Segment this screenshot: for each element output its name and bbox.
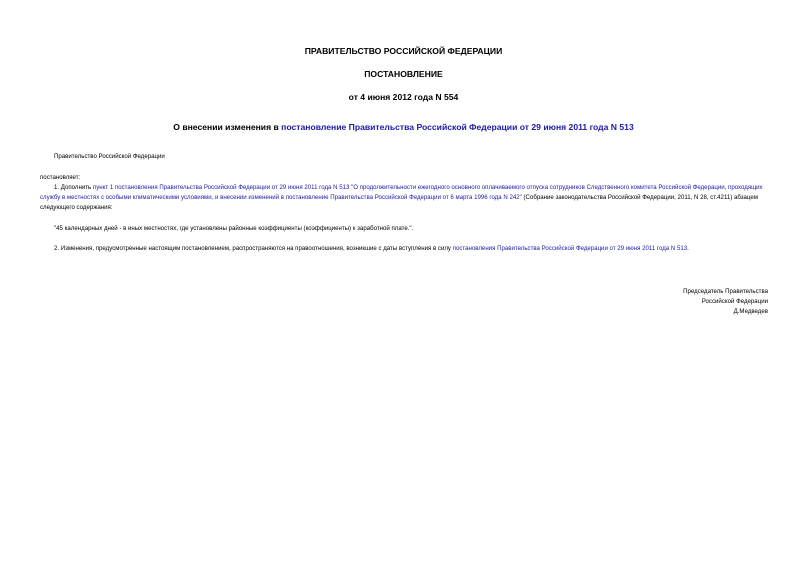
quote-paragraph: "45 календарных дней - в иных местностях, где установлены районные коэффициенты (коэффициенты) к заработной плате.". (54, 225, 414, 232)
government-heading: ПРАВИТЕЛЬСТВО РОССИЙСКОЙ ФЕДЕРАЦИИ (304, 46, 503, 56)
item-1-link[interactable]: пункт 1 постановления Правительства Российской Федерации от 29 июня 2011 года N 513 "О продолжительности ежегодного основного оплачиваемого отпуска сотрудников Следственного комитета Российской Федерации, проходящих службу в местностях с особыми климатическими условиями, и внесении изменений в постановление Правительства Российской Федерации от 6 марта 1996 года N 242" (40, 184, 763, 201)
signature-name: Д.Медведев (733, 308, 768, 315)
document-title-link[interactable]: постановление Правительства Российской Федерации от 29 июня 2011 года N 513 (281, 122, 634, 132)
signature-position-line2: Российской Федерации (701, 298, 768, 305)
item-2-link[interactable]: постановления Правительства Российской Федерации от 29 июня 2011 года N 513 (452, 245, 688, 252)
item-2-suffix: . (687, 245, 689, 252)
item-2-prefix: 2. Изменения, предусмотренные настоящим постановлением, распространяются на правоотношения, возникшие с даты вступления в силу (54, 245, 453, 252)
item-2-paragraph (40, 244, 768, 254)
item-1-prefix: 1. Дополнить (54, 184, 93, 191)
item-1-suffix: (Собрание законодательства Российской Федерации, 2011, N 28, ст.4211) абзацем следующего содержания: (40, 194, 758, 211)
signature-position-line1: Председатель Правительства (683, 288, 768, 295)
item-1-paragraph (40, 183, 768, 213)
intro-paragraph: Правительство Российской Федерации (54, 153, 165, 160)
document-date-number: от 4 июня 2012 года N 554 (348, 92, 459, 102)
resolves-paragraph: постановляет: (40, 174, 81, 181)
document-title (40, 122, 767, 133)
document-type-heading: ПОСТАНОВЛЕНИЕ (364, 69, 443, 79)
document-title-prefix: О внесении изменения в (173, 122, 282, 132)
